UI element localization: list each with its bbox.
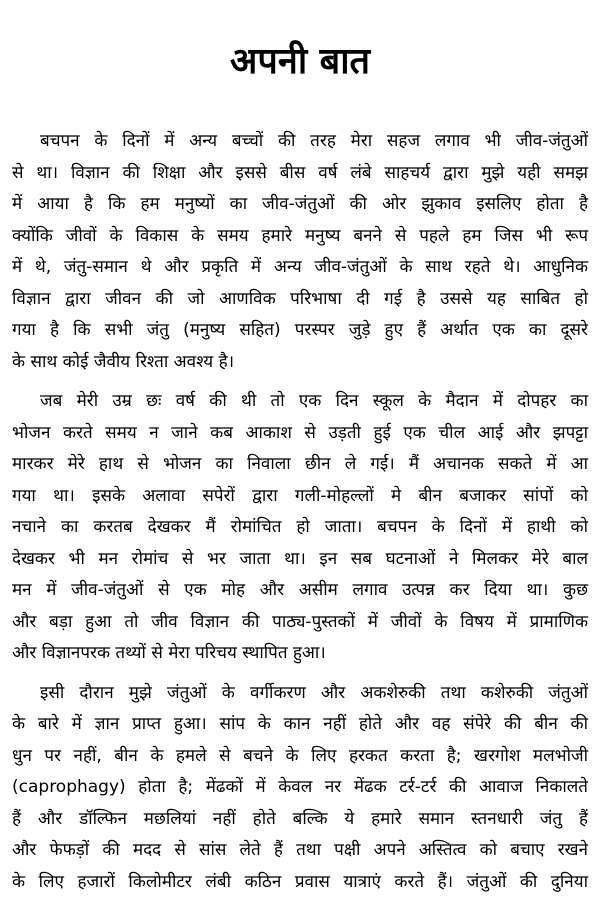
text-line: क्योंकि जीवों के विकास के समय हमारे मनुष्य बनने से पहले हम जिस भी रूप <box>12 225 588 246</box>
text-line: मन में जीव-जंतुओं से एक मोह और असीम लगाव उत्पन्न कर दिया था। कुछ <box>12 580 588 600</box>
paragraph-2 <box>12 386 588 670</box>
text-line: गया है कि सभी जंतु (मनुष्य सहित) परस्पर जुड़े हुए हैं अर्थात एक का दूसरे <box>12 320 588 340</box>
page-title: अपनी बात <box>229 41 371 82</box>
text-line: हैं और डॉल्फिन मछलियां नहीं होते बल्कि ये हमारे समान स्तनधारी जंतु हैं <box>12 808 588 829</box>
text-line: के साथ कोई जैवीय रिश्ता अवश्य है। <box>12 351 235 372</box>
text-line: के लिए हजारों किलोमीटर लंबी कठिन प्रवास यात्राएं करते हैं। जंतुओं की दुनिया <box>12 871 588 892</box>
text-line: धुन पर नहीं, बीन के हमले से बचने के लिए हरकत करता है; खरगोश मलभोजी <box>12 745 588 766</box>
text-line: और बड़ा हुआ तो जीव विज्ञान की पाठ्य-पुस्तकों में जीवों के विषय में प्रामाणिक <box>12 611 588 632</box>
body-text <box>12 126 588 906</box>
text-line: विज्ञान द्वारा जीवन की जो आणविक परिभाषा दी गई है उससे यह साबित हो <box>12 288 588 309</box>
text-line: से था। विज्ञान की शिक्षा और इससे बीस वर्ष लंबे साहचर्य द्वारा मुझे यही समझ <box>12 162 588 183</box>
text-line: गया था। इसके अलावा सपेरों द्वारा गली-मोहल्लों मे बीन बजाकर सांपों को <box>12 485 588 506</box>
paragraph-1 <box>12 126 588 378</box>
text-line: मारकर मेरे हाथ से भोजन का निवाला छीन ले गई। मैं अचानक सकते में आ <box>12 454 588 474</box>
text-line: जब मेरी उम्र छः वर्ष की थी तो एक दिन स्कूल के मैदान में दोपहर का <box>40 391 588 411</box>
text-line: में थे, जंतु-समान थे और प्रकृति में अन्य जीव-जंतुओं के साथ रहते थे। आधुनिक <box>12 257 588 277</box>
text-line: इसी दौरान मुझे जंतुओं के वर्गीकरण और अकशेरुकी तथा कशेरुकी जंतुओं <box>40 682 588 703</box>
text-line: देखकर भी मन रोमांच से भर जाता था। इन सब घटनाओं ने मिलकर मेरे बाल <box>12 548 588 569</box>
paragraph-3 <box>12 678 588 899</box>
text-line: नचाने का करतब देखकर मैं रोमांचित हो जाता। बचपन के दिनों में हाथी को <box>12 517 588 537</box>
text-line: भोजन करते समय न जाने कब आकाश से उड़ती हुई एक चील आई और झपट्टा <box>12 422 588 443</box>
text-line: के बारे में ज्ञान प्राप्त हुआ। सांप के कान नहीं होते और वह संपेरे की बीन की <box>12 714 588 734</box>
text-line: और विज्ञानपरक तथ्यों से मेरा परिचय स्थापित हुआ। <box>12 643 326 663</box>
text-line: बचपन के दिनों में अन्य बच्चों की तरह मेरा सहज लगाव भी जीव-जंतुओं <box>40 131 588 151</box>
text-line: और फेफड़ों की मदद से सांस लेते हैं तथा पक्षी अपने अस्तित्व को बचाए रखने <box>12 840 588 860</box>
text-line: (caprophagy) होता है; मेंढकों में केवल नर मेंढक टर्र-टर्र की आवाज निकालते <box>12 777 588 797</box>
text-line: में आया है कि हम मनुष्यों का जीव-जंतुओं की ओर झुकाव इसलिए होता है <box>12 194 588 214</box>
